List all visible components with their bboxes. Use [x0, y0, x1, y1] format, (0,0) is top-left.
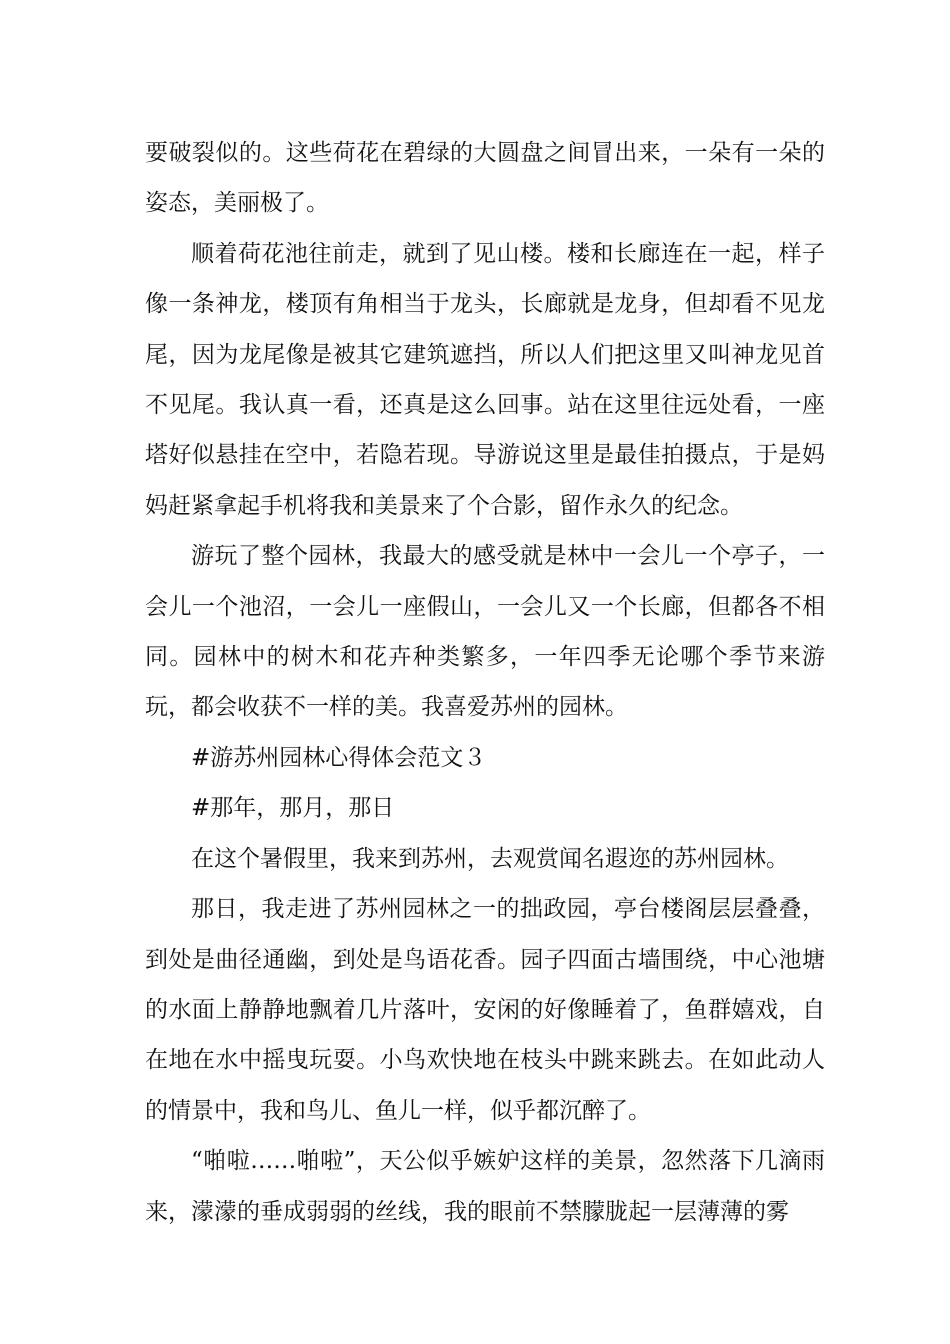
- paragraph-summer-visit: 在这个暑假里，我来到苏州，去观赏闻名遐迩的苏州园林。: [191, 845, 789, 872]
- paragraph-rain: “啪啦……啪啦”，天公似乎嫉妒这样的美景，忽然落下几滴雨来，濛濛的垂成弱弱的丝线，我的眼前不禁朦胧起一层薄薄的雾: [145, 1148, 825, 1225]
- paragraph-lotus-ending: 要破裂似的。这些荷花在碧绿的大圆盘之间冒出来，一朵有一朵的姿态，美丽极了。: [145, 140, 825, 217]
- paragraph-humble-admin-garden: 那日，我走进了苏州园林之一的拙政园，亭台楼阁层层叠叠，到处是曲径通幽，到处是鸟语花香。园子四面古墙围绕，中心池塘的水面上静静地飘着几片落叶，安闲的好像睡着了，鱼群嬉戏，自在地在水中摇曳玩耍。小鸟欢快地在枝头中跳来跳去。在如此动人的情景中，我和鸟儿、鱼儿一样，似乎都沉醉了。: [145, 896, 825, 1124]
- paragraph-jianshan-tower: 顺着荷花池往前走，就到了见山楼。楼和长廊连在一起，样子像一条神龙，楼顶有角相当于龙头，长廊就是龙身，但却看不见龙尾，因为龙尾像是被其它建筑遮挡，所以人们把这里又叫神龙见首不见尾。我认真一看，还真是这么回事。站在这里往远处看，一座塔好似悬挂在空中，若隐若现。导游说这里是最佳拍摄点，于是妈妈赶紧拿起手机将我和美景来了个合影，留作永久的纪念。: [145, 240, 825, 519]
- section-subheading: #那年，那月，那日: [191, 795, 395, 822]
- document-body: [145, 128, 825, 1237]
- section-heading-essay-3: #游苏州园林心得体会范文３: [191, 744, 487, 771]
- paragraph-garden-impression: 游玩了整个园林，我最大的感受就是林中一会儿一个亭子，一会儿一个池沼，一会儿一座假山，一会儿又一个长廊，但都各不相同。园林中的树木和花卉种类繁多，一年四季无论哪个季节来游玩，都会收获不一样的美。我喜爱苏州的园林。: [145, 543, 825, 721]
